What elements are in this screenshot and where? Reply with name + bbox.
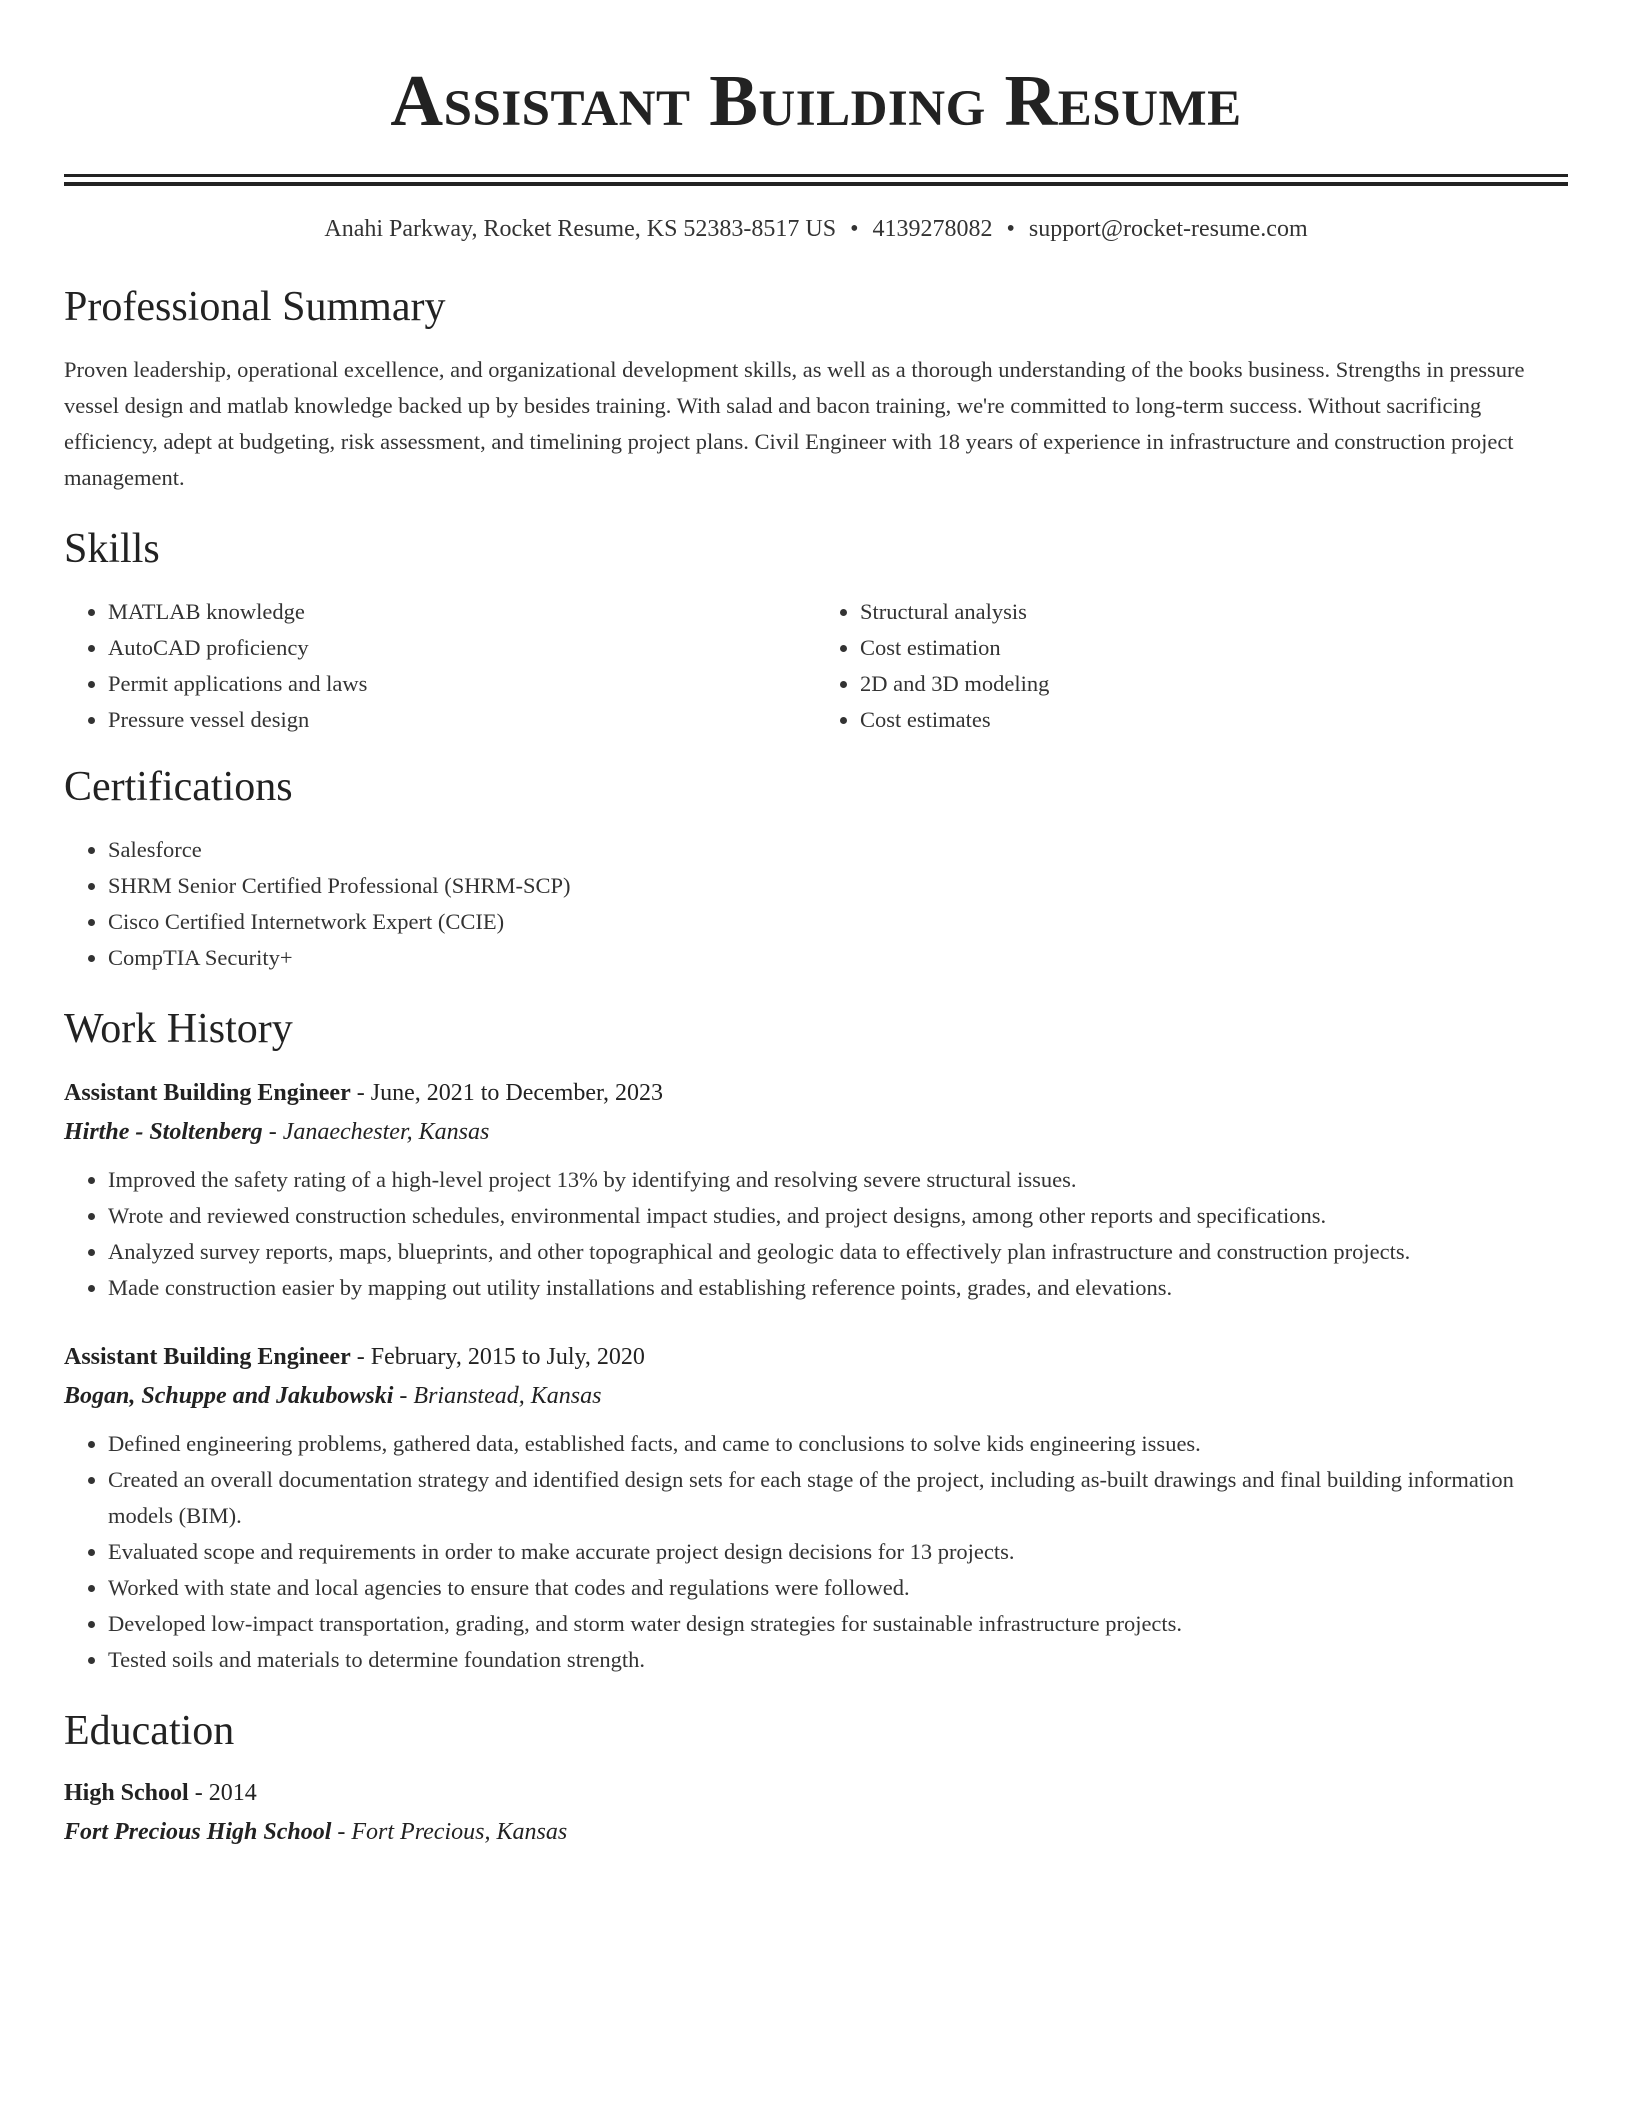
dash: -	[350, 1080, 371, 1106]
job-bullet: • Developed low-impact transportation, grading, and storm water design strategies for sustainable infrastructure projects.	[108, 1606, 1568, 1642]
dash: -	[188, 1780, 209, 1806]
certification-item: • CompTIA Security+	[108, 940, 1568, 976]
job-title-line	[64, 1338, 1568, 1376]
job-location: Janaechester, Kansas	[282, 1119, 490, 1145]
job-bullet: • Improved the safety rating of a high-level project 13% by identifying and resolving severe structural issues.	[108, 1162, 1568, 1198]
skill-item: • Structural analysis	[860, 594, 1568, 630]
job-bullet: • Worked with state and local agencies to ensure that codes and regulations were followed.	[108, 1570, 1568, 1606]
job-bullet: • Wrote and reviewed construction schedules, environmental impact studies, and project designs, among other reports and specifications.	[108, 1198, 1568, 1234]
skill-item: • MATLAB knowledge	[108, 594, 816, 630]
skills-list-right	[816, 594, 1568, 738]
job-bullets	[64, 1162, 1568, 1306]
certifications-heading: Certifications	[64, 764, 293, 810]
skill-item: • 2D and 3D modeling	[860, 666, 1568, 702]
job-bullet: • Made construction easier by mapping out utility installations and establishing reference points, grades, and elevations.	[108, 1270, 1568, 1306]
dash: -	[331, 1819, 352, 1845]
job-bullet: • Evaluated scope and requirements in order to make accurate project design decisions for 13 projects.	[108, 1534, 1568, 1570]
skill-item: • Cost estimation	[860, 630, 1568, 666]
resume-title: Assistant Building Resume	[390, 60, 1242, 141]
summary-text: Proven leadership, operational excellence, and organizational development skills, as well as a thorough understanding of the books business. Strengths in pressure vessel design and matlab knowledge backed up by besides training. With salad and bacon training, we're committed to long-term success. Without sacrificing efficiency, adept at budgeting, risk assessment, and timelining project plans. Civil Engineer with 18 years of experience in infrastructure and construction project management.	[64, 357, 1525, 490]
job-title-line	[64, 1074, 1568, 1112]
certification-item: • SHRM Senior Certified Professional (SHRM-SCP)	[108, 868, 1568, 904]
certifications-list	[64, 832, 1568, 976]
skills-columns	[64, 594, 1568, 738]
job-company-line	[64, 1376, 1568, 1416]
job-dates: February, 2015 to July, 2020	[370, 1344, 645, 1370]
dash: -	[262, 1119, 283, 1145]
contact-address: Anahi Parkway, Rocket Resume, KS 52383-8517 US	[324, 216, 837, 242]
contact-phone: 4139278082	[872, 216, 993, 242]
certification-item: • Salesforce	[108, 832, 1568, 868]
work-history-heading: Work History	[64, 1006, 293, 1052]
job-entry	[64, 1338, 1568, 1678]
skill-item: • AutoCAD proficiency	[108, 630, 816, 666]
job-title: Assistant Building Engineer	[64, 1344, 351, 1370]
education-degree: High School	[64, 1780, 189, 1806]
dash: -	[393, 1383, 414, 1409]
job-bullet: • Created an overall documentation strategy and identified design sets for each stage of the project, including as-built drawings and final building information models (BIM).	[108, 1462, 1568, 1534]
certification-item: • Cisco Certified Internetwork Expert (CCIE)	[108, 904, 1568, 940]
job-bullet: • Analyzed survey reports, maps, blueprints, and other topographical and geologic data to effectively plan infrastructure and construction projects.	[108, 1234, 1568, 1270]
contact-line	[64, 214, 1568, 244]
summary-heading: Professional Summary	[64, 284, 446, 330]
job-bullets	[64, 1426, 1568, 1678]
job-location: Brianstead, Kansas	[413, 1383, 602, 1409]
skill-item: • Permit applications and laws	[108, 666, 816, 702]
skills-list-left	[64, 594, 816, 738]
education-location: Fort Precious, Kansas	[351, 1819, 568, 1845]
job-dates: June, 2021 to December, 2023	[370, 1080, 664, 1106]
contact-separator: •	[1006, 216, 1015, 242]
job-company: Bogan, Schuppe and Jakubowski	[64, 1383, 394, 1409]
education-school-line	[64, 1812, 1568, 1852]
skills-heading: Skills	[64, 526, 160, 572]
education-heading: Education	[64, 1708, 235, 1754]
job-company: Hirthe - Stoltenberg	[64, 1119, 263, 1145]
job-bullet: • Tested soils and materials to determine foundation strength.	[108, 1642, 1568, 1678]
contact-separator: •	[850, 216, 859, 242]
education-school: Fort Precious High School	[64, 1819, 332, 1845]
education-degree-line	[64, 1774, 1568, 1812]
contact-email: support@rocket-resume.com	[1028, 216, 1308, 242]
skill-item: • Cost estimates	[860, 702, 1568, 738]
job-title: Assistant Building Engineer	[64, 1080, 351, 1106]
job-company-line	[64, 1112, 1568, 1152]
job-bullet: • Defined engineering problems, gathered data, established facts, and came to conclusions to solve kids engineering issues.	[108, 1426, 1568, 1462]
dash: -	[350, 1344, 371, 1370]
education-year: 2014	[208, 1780, 257, 1806]
title-double-rule	[64, 174, 1568, 186]
job-entry	[64, 1074, 1568, 1306]
skill-item: • Pressure vessel design	[108, 702, 816, 738]
